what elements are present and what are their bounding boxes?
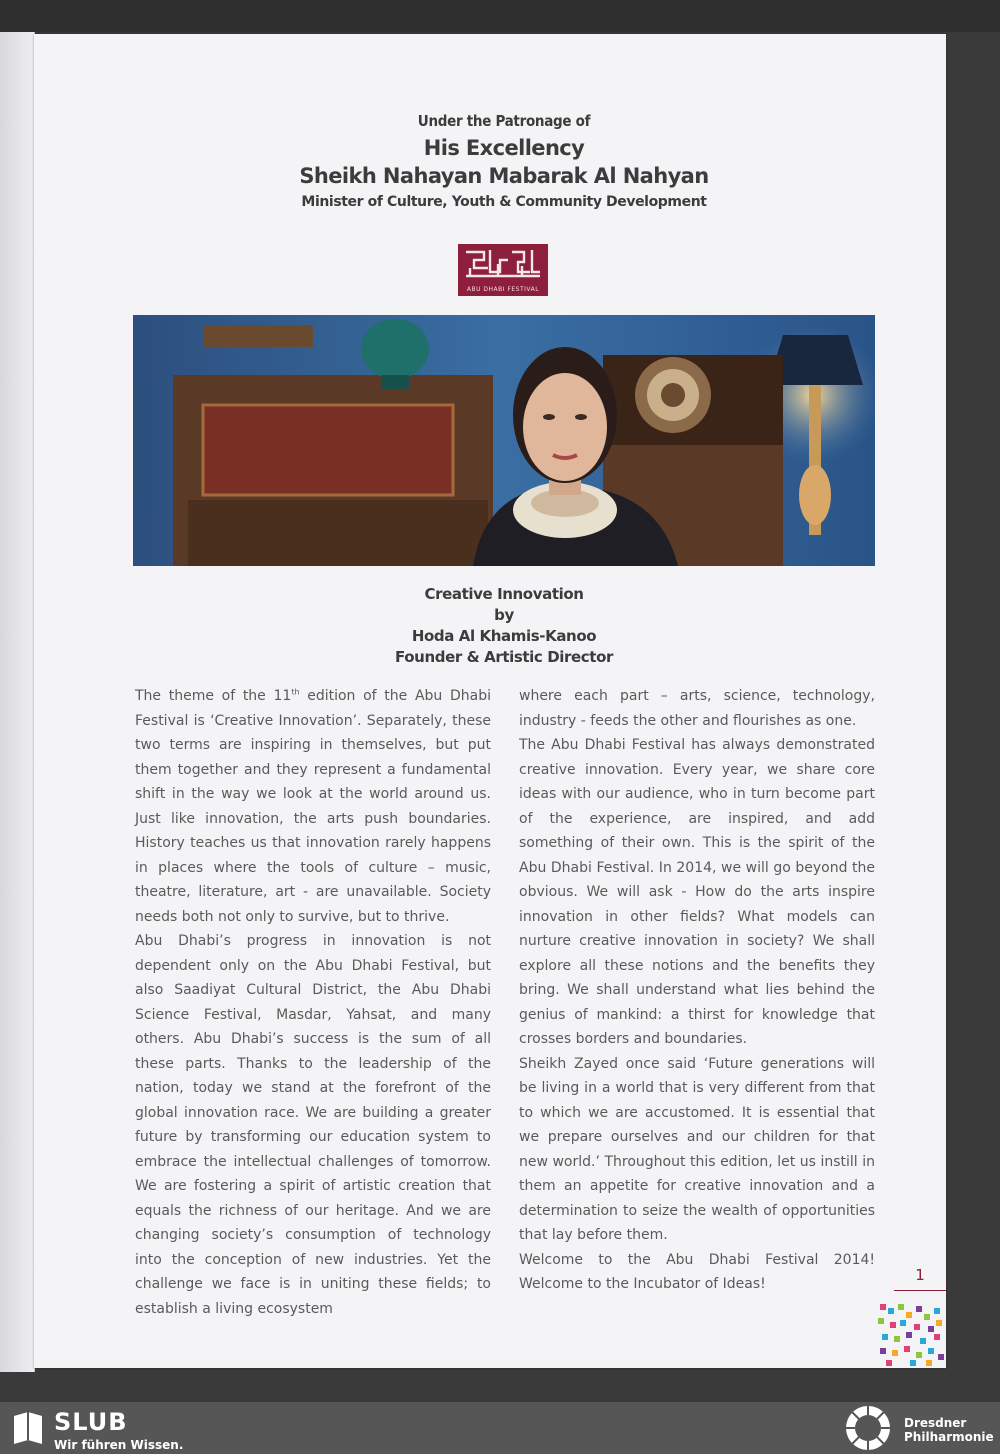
- patronage-line: Under the Patronage of: [417, 112, 591, 130]
- article-paragraph: where each part – arts, science, technology, industry - feeds the other and flourishes as one.: [519, 688, 875, 729]
- page-number-rule: [894, 1290, 946, 1291]
- slub-tagline: Wir führen Wissen.: [54, 1438, 184, 1452]
- portrait-photo-image: [133, 315, 875, 566]
- author-name: Hoda Al Khamis-Kanoo: [411, 627, 597, 645]
- philharmonie-starburst-icon: [842, 1404, 894, 1452]
- page-number: 1: [915, 1266, 925, 1284]
- article-paragraph: Sheikh Zayed once said ‘Future generations will be living in a world that is very different from that to which we are accustomed. It is essential that we prepare ourselves and our children for that new world.’ Throughout this edition, let us instill in them an appetite for creative innovation and a determination to seize the wealth of opportunities that lay before them.: [519, 1055, 875, 1243]
- partner-name-line1: Dresdner: [904, 1416, 967, 1430]
- article-paragraph: Abu Dhabi’s progress in innovation is not dependent only on the Abu Dhabi Festival, but also Saadiyat Cultural District, the Abu Dhabi Science Festival, Masdar, Yahsat, and many others. Abu Dhabi’s success is the sum of all these parts. Thanks to the leadership of the nation, today we stand at the forefront of the global innovation race. We are building a greater future by transforming our education system to embrace the intellectual challenges of tomorrow. We are fostering a spirit of artistic creation that equals the richness of our heritage. And we are changing society’s consumption of technology into the conception of new industries. Yet the challenge we face is in uniting these fields; to establish a living ecosystem: [135, 933, 491, 1317]
- article-paragraph: Welcome to the Abu Dhabi Festival 2014! Welcome to the Incubator of Ideas!: [519, 1251, 875, 1292]
- previous-page-edge: [0, 32, 35, 1372]
- festival-logo: [458, 244, 548, 296]
- festival-logo-icon: [458, 244, 548, 288]
- ordinal-superscript: th: [291, 687, 300, 697]
- article-title: Creative Innovation: [424, 585, 584, 603]
- byline-by: by: [494, 606, 514, 624]
- slub-name: SLUB: [54, 1408, 128, 1436]
- article-byline: [34, 584, 974, 668]
- partner-name-line2: Philharmonie: [904, 1430, 994, 1444]
- patron-name: Sheikh Nahayan Mabarak Al Nahyan: [299, 164, 709, 188]
- festival-logo-caption: ABU DHABI FESTIVAL: [466, 286, 540, 293]
- article-paragraph: [135, 684, 491, 929]
- article-column-left: [135, 684, 491, 1321]
- scan-background: [0, 0, 1000, 32]
- pixel-pattern-icon: [876, 1302, 946, 1368]
- paragraph-text: edition of the Abu Dhabi Festival is ‘Creative Innovation’. Separately, these two terms are inspiring in themselves, but put them together and they represent a fundamental shift in the way we look at the world around us. Just like innovation, the arts push boundaries. History teaches us that innovation rarely happens in places where the tools of culture – music, theatre, literature, art - are unavailable. Society needs both not only to survive, but to thrive.: [135, 688, 491, 925]
- slub-book-icon: [12, 1410, 44, 1446]
- archive-footer: [0, 1402, 1000, 1454]
- patronage-header: [34, 112, 974, 210]
- honorific-line: His Excellency: [423, 136, 585, 160]
- article-paragraph: The Abu Dhabi Festival has always demonstrated creative innovation. Every year, we share core ideas with our audience, who in turn become part of the experience, are inspired, and add something of their own. This is the spirit of the Abu Dhabi Festival. In 2014, we will go beyond the obvious. We will ask - How do the arts inspire innovation in other fields? What models can nurture creative innovation in society? We shall explore all these notions and the benefits they bring. We shall understand what lies behind the genius of mankind: a thirst for knowledge that crosses borders and boundaries.: [519, 737, 875, 1047]
- paragraph-text: The theme of the 11: [135, 688, 292, 704]
- patron-title: Minister of Culture, Youth & Community Development: [301, 194, 707, 210]
- portrait-photo: [133, 315, 875, 566]
- article-column-right: [519, 684, 875, 1297]
- author-role: Founder & Artistic Director: [395, 648, 613, 666]
- document-page: [34, 34, 946, 1368]
